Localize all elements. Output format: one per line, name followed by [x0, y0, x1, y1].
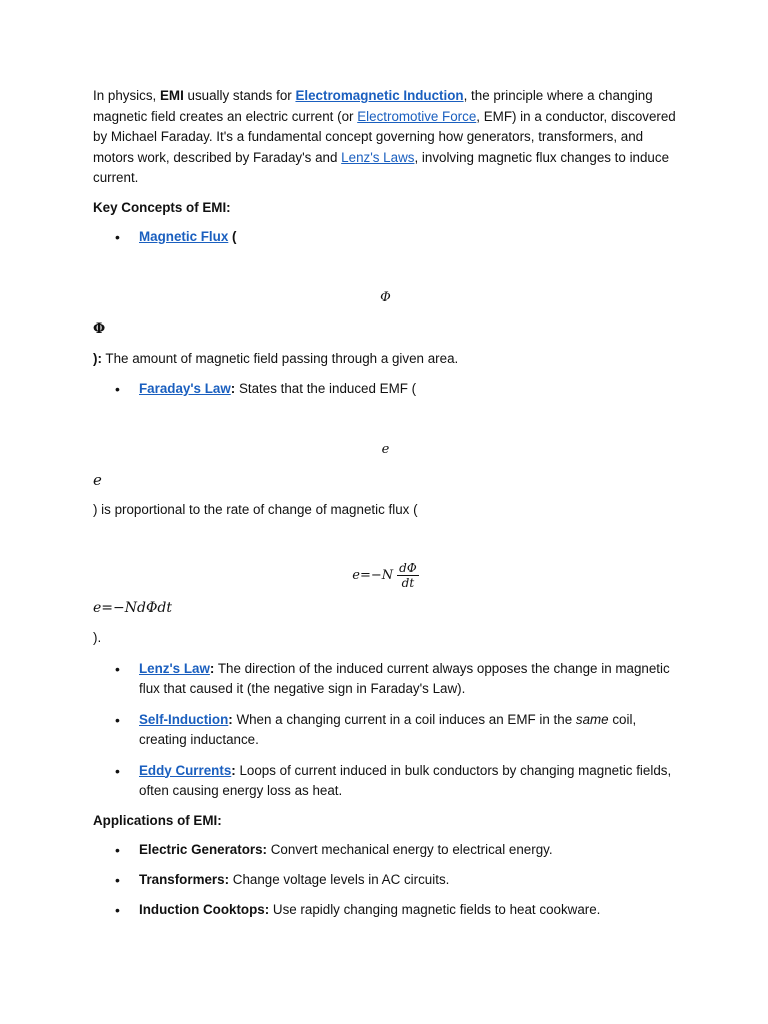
flux-description [93, 349, 678, 370]
link-self-induction[interactable]: Self-Induction [139, 711, 229, 727]
link-lenzs-law[interactable]: Lenz's Law [139, 660, 210, 676]
math-faraday-equation [93, 558, 678, 594]
paren-close: ): [93, 350, 102, 366]
eddy-desc: Loops of current induced in bulk conductors by changing magnetic fields, often causing energy loss as heat. [139, 762, 672, 798]
fraction-numerator: dΦ [399, 561, 417, 575]
list-item [93, 870, 678, 891]
flux-desc-text: The amount of magnetic field passing through a given area. [101, 350, 459, 366]
colon: : [230, 381, 236, 396]
math-flux-display: Φ [380, 289, 391, 305]
intro-text: In physics, [93, 88, 160, 103]
link-lenz-laws[interactable]: Lenz's Laws [341, 149, 415, 165]
paren-open: ( [228, 229, 237, 244]
equation-close: ). [93, 630, 102, 645]
app-label: Transformers: [139, 872, 230, 887]
link-electromotive-force[interactable]: Electromotive Force [357, 108, 477, 124]
app-desc: Convert mechanical energy to electrical energy. [267, 842, 553, 857]
app-label: Induction Cooktops: [139, 902, 270, 917]
colon: : [228, 711, 233, 727]
math-faraday-inline: e=−NdΦdt [93, 600, 173, 616]
link-electromagnetic-induction[interactable]: Electromagnetic Induction [295, 88, 464, 103]
applications-heading: Applications of EMI: [93, 812, 222, 828]
intro-text: , involving magnetic flux changes to induce current. [93, 149, 670, 185]
concepts-list-1 [93, 227, 678, 248]
colon: : [231, 762, 236, 778]
colon: : [209, 660, 215, 676]
self-desc: When a changing current in a coil induces an EMF in the [232, 711, 576, 727]
app-desc: Change voltage levels in AC circuits. [229, 872, 450, 887]
lenz-desc: The direction of the induced current always opposes the change in magnetic flux that caused it (the negative sign in Faraday's Law). [139, 660, 670, 696]
concepts-list-3 [93, 659, 678, 802]
fraction-denominator: dt [401, 576, 415, 590]
applications-list [93, 840, 678, 921]
app-desc: Use rapidly changing magnetic fields to heat cookware. [269, 902, 601, 917]
list-item [93, 379, 678, 400]
intro-text: usually stands for [183, 88, 296, 103]
equation-lhs: e=−N [352, 568, 394, 583]
document-body [93, 86, 678, 921]
intro-text: , the principle where a changing magnetic field creates an electric current (or [93, 88, 653, 124]
math-emf-display: e [381, 441, 390, 457]
list-item [93, 659, 678, 700]
list-item [93, 761, 678, 802]
link-magnetic-flux[interactable]: Magnetic Flux [139, 229, 229, 244]
math-emf-inline: e [93, 470, 102, 489]
list-item [93, 227, 678, 248]
emphasis-same: same [575, 711, 609, 727]
emi-term: EMI [159, 88, 184, 103]
math-flux-inline: Φ [93, 320, 106, 337]
list-item [93, 710, 678, 751]
list-item [93, 900, 678, 921]
app-label: Electric Generators: [139, 842, 268, 857]
self-desc: coil, creating inductance. [139, 711, 637, 747]
list-item [93, 840, 678, 861]
intro-paragraph [93, 86, 678, 189]
link-eddy-currents[interactable]: Eddy Currents [139, 762, 232, 778]
intro-text: , EMF) in a conductor, discovered by Michael Faraday. It's a fundamental concept governing how generators, transformers, and motors work, described by Faraday's and [93, 108, 676, 165]
faraday-continuation: ) is proportional to the rate of change of magnetic flux ( [93, 501, 418, 517]
concepts-list-2 [93, 379, 678, 400]
faraday-desc: States that the induced EMF ( [235, 381, 417, 396]
link-faradays-law[interactable]: Faraday's Law [139, 381, 231, 396]
key-concepts-heading: Key Concepts of EMI: [93, 199, 231, 215]
fraction [397, 561, 419, 590]
